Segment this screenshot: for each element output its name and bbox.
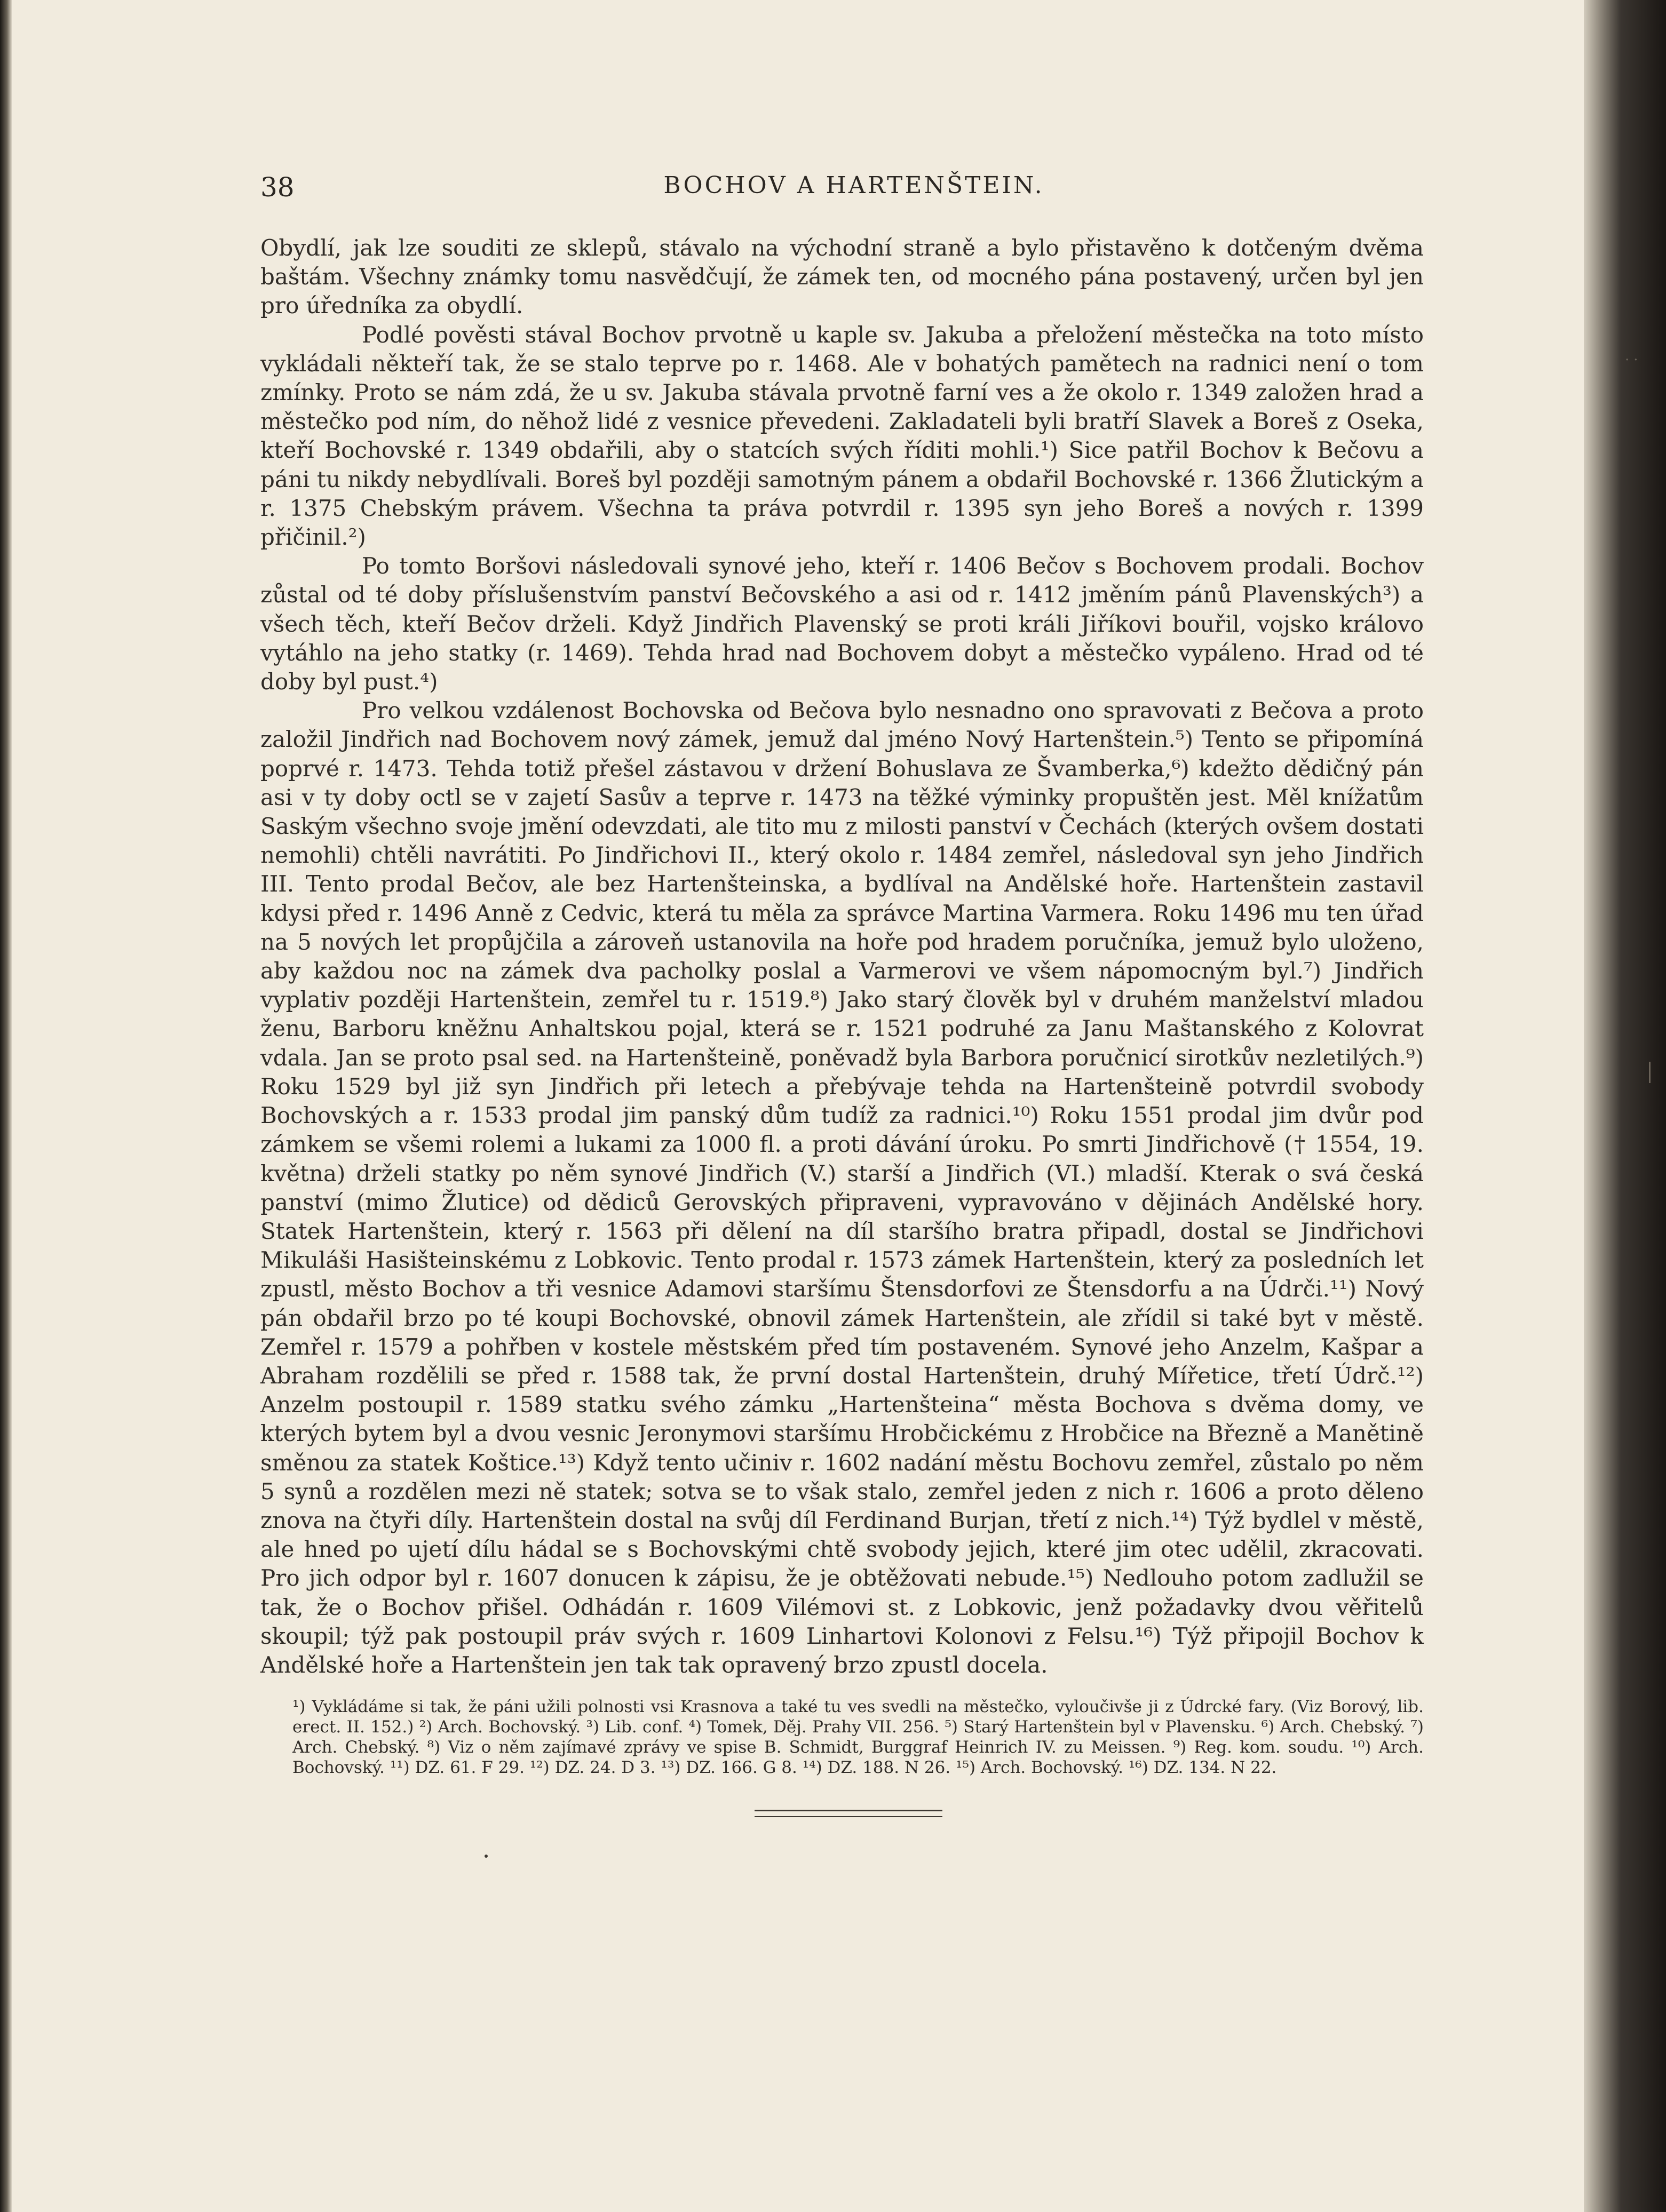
end-rule	[755, 1810, 942, 1811]
page-number: 38	[260, 172, 295, 203]
ink-speck	[485, 1855, 488, 1858]
end-rule	[755, 1816, 942, 1817]
page-edge	[1584, 0, 1666, 2212]
paragraph: Podlé pověsti stával Bochov prvotně u kaple sv. Jakuba a přeložení městečka na toto místo vykládali někteří tak, že se stalo teprve po r. 1468. Ale v bohatých pamětech na radnici není o tom zmínky. Proto se nám zdá, že u sv. Jakuba stávala prvotně farní ves a že okolo r. 1349 založen hrad a městečko pod ním, do něhož lidé z vesnice převedeni. Zakladateli byli bratří Slavek a Boreš z Oseka, kteří Bochovské r. 1349 obdařili, aby o statcích svých říditi mohli.¹) Sice patřil Bochov k Bečovu a páni tu nikdy nebydlívali. Boreš byl později samotným pánem a obdařil Bochovské r. 1366 Žlutickým a r. 1375 Chebským právem. Všechna ta práva potvrdil r. 1395 syn jeho Boreš a nových r. 1399 přičinil.²)	[260, 321, 1424, 551]
edge-mark	[1649, 1062, 1651, 1083]
paragraph: Obydlí, jak lze souditi ze sklepů, stávalo na východní straně a bylo přistavěno k dotčeným dvěma baštám. Všechny známky tomu nasvědčují, že zámek ten, od mocného pána postavený, určen byl jen pro úředníka za obydlí.	[260, 235, 1424, 319]
paragraph: Po tomto Boršovi následovali synové jeho, kteří r. 1406 Bečov s Bochovem prodali. Bochov zůstal od té doby příslušenstvím panství Bečovského a asi od r. 1412 jměním pánů Plavenských³) a všech těch, kteří Bečov drželi. Když Jindřich Plavenský se proti králi Jiříkovi bouřil, vojsko královo vytáhlo na jeho statky (r. 1469). Tehda hrad nad Bochovem dobyt a městečko vypáleno. Hrad od té doby byl pust.⁴)	[260, 553, 1424, 695]
footnotes: ¹) Vykládáme si tak, že páni užili polnosti vsi Krasnova a také tu ves svedli na městečko, vyloučivše ji z Údrcké fary. (Viz Borový, lib. erect. II. 152.) ²) Arch. Bochovský. ³) Lib. conf. ⁴) Tomek, Děj. Prahy VII. 256. ⁵) Starý Hartenštein byl v Plavensku. ⁶) Arch. Chebský. ⁷) Arch. Chebský. ⁸) Viz o něm zajímavé zprávy ve spise B. Schmidt, Burggraf Heinrich IV. zu Meissen. ⁹) Reg. kom. soudu. ¹⁰) Arch. Bochovský. ¹¹) DZ. 61. F 29. ¹²) DZ. 24. D 3. ¹³) DZ. 166. G 8. ¹⁴) DZ. 188. N 26. ¹⁵) Arch. Bochovský. ¹⁶) DZ. 134. N 22.	[292, 1697, 1424, 1777]
paragraph: Pro velkou vzdálenost Bochovska od Bečova bylo nesnadno ono spravovati z Bečova a proto založil Jindřich nad Bochovem nový zámek, jemuž dal jméno Nový Hartenštein.⁵) Tento se připomíná poprvé r. 1473. Tehda totiž přešel zástavou v držení Bohuslava ze Švamberka,⁶) kdežto dědičný pán asi v ty doby octl se v zajetí Sasův a teprve r. 1473 na těžké výminky propuštěn jest. Měl knížatům Saským všechno svoje jmění odevzdati, ale tito mu z milosti panství v Čechách (kterých ovšem dostati nemohli) chtěli navrátiti. Po Jindřichovi II., který okolo r. 1484 zemřel, následoval syn jeho Jindřich III. Tento prodal Bečov, ale bez Hartenšteinska, a bydlíval na Andělské hoře. Hartenštein zastavil kdysi před r. 1496 Anně z Cedvic, která tu měla za správce Martina Varmera. Roku 1496 mu ten úřad na 5 nových let propůjčila a zároveň ustanovila na hoře pod hradem poručníka, jemuž bylo uloženo, aby každou noc na zámek dva pacholky poslal a Varmerovi ve všem nápomocným byl.⁷) Jindřich vyplativ později Hartenštein, zemřel tu r. 1519.⁸) Jako starý člověk byl v druhém manželství mladou ženu, Barboru kněžnu Anhaltskou pojal, která se r. 1521 podruhé za Janu Maštanského z Kolovrat vdala. Jan se proto psal sed. na Hartenšteině, poněvadž byla Barbora poručnicí sirotkův nezletilých.⁹) Roku 1529 byl již syn Jindřich při letech a přebývaje tehda na Hartenšteině potvrdil svobody Bochovských a r. 1533 prodal jim panský dům tudíž za radnici.¹⁰) Roku 1551 prodal jim dvůr pod zámkem se všemi rolemi a lukami za 1000 fl. a proti dávání úroku. Po smrti Jindřichově († 1554, 19. května) drželi statky po něm synové Jindřich (V.) starší a Jindřich (VI.) mladší. Kterak o svá česká panství (mimo Žlutice) od dědiců Gerovských připraveni, vypravováno v dějinách Andělské hory. Statek Hartenštein, který r. 1563 při dělení na díl staršího bratra připadl, dostal se Jindřichovi Mikuláši Hasišteinskému z Lobkovic. Tento prodal r. 1573 zámek Hartenštein, který za posledních let zpustl, město Bochov a tři vesnice Adamovi staršímu Štensdorfovi ze Štensdorfu a na Údrči.¹¹) Nový pán obdařil brzo po té koupi Bochovské, obnovil zámek Hartenštein, ale zřídil si také byt v městě. Zemřel r. 1579 a pohřben v kostele městském před tím postaveném. Synové jeho Anzelm, Kašpar a Abraham rozdělili se před r. 1588 tak, že první dostal Hartenštein, druhý Mířetice, třetí Údrč.¹²) Anzelm postoupil r. 1589 statku svého zámku „Hartenšteina“ města Bochova s dvěma domy, ve kterých bytem byl a dvou vesnic Jeronymovi staršímu Hrobčickému z Hrobčice na Březně a Manětině směnou za statek Koštice.¹³) Když tento učiniv r. 1602 nadání městu Bochovu zemřel, zůstalo po něm 5 synů a rozdělen mezi ně statek; sotva se to však stalo, zemřel jeden z nich r. 1606 a proto děleno znova na čtyři díly. Hartenštein dostal na svůj díl Ferdinand Burjan, třetí z nich.¹⁴) Týž bydlel v městě, ale hned po ujetí dílu hádal se s Bochovskými chtě svobody jejich, které jim otec udělil, zkracovati. Pro jich odpor byl r. 1607 donucen k zápisu, že je obtěžovati nebude.¹⁵) Nedlouho potom zadlužil se tak, že o Bochov přišel. Odhádán r. 1609 Vilémovi st. z Lobkovic, jenž požadavky dvou věřitelů skoupil; týž pak postoupil práv svých r. 1609 Linhartovi Kolonovi z Felsu.¹⁶) Týž připojil Bochov k Andělské hoře a Hartenštein jen tak tak opravený brzo zpustl docela.	[260, 697, 1424, 1678]
body-text	[260, 234, 1424, 1680]
edge-marks: ··	[1625, 352, 1643, 368]
running-head: BOCHOV A HARTENŠTEIN.	[663, 172, 1044, 199]
